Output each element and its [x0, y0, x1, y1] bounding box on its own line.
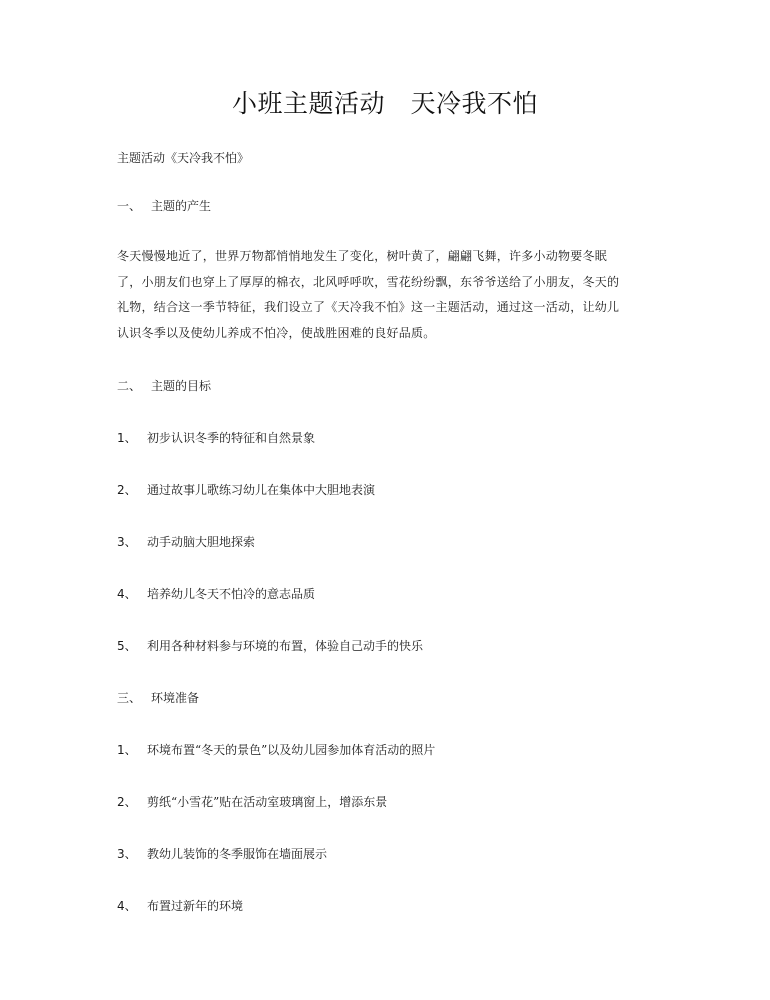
- item-number: 2、: [117, 795, 137, 809]
- env-item-3: [117, 846, 327, 862]
- paragraph-line: 冬天慢慢地近了，世界万物都悄悄地发生了变化，树叶黄了，翩翩飞舞，许多小动物要冬眠: [117, 249, 608, 263]
- paragraph-line: 认识冬季以及使幼儿养成不怕冷，使战胜困难的良好品质。: [117, 325, 436, 340]
- item-text: 利用各种材料参与环境的布置，体验自己动手的快乐: [147, 639, 424, 653]
- intro-paragraph: [117, 244, 653, 346]
- env-item-1: [117, 742, 435, 758]
- item-number: 1、: [117, 743, 137, 757]
- item-number: 4、: [117, 587, 137, 601]
- section-title: 主题的产生: [151, 199, 212, 213]
- item-number: 1、: [117, 431, 137, 445]
- goal-item-3: [117, 534, 255, 550]
- section-number: 二、: [117, 379, 142, 393]
- item-text: 布置过新年的环境: [147, 899, 244, 913]
- item-text: 环境布置“冬天的景色”以及幼儿园参加体育活动的照片: [147, 743, 436, 757]
- document-title: 小班主题活动 天冷我不怕: [231, 89, 538, 118]
- item-number: 3、: [117, 847, 137, 861]
- item-number: 2、: [117, 483, 137, 497]
- item-text: 教幼儿装饰的冬季服饰在墙面展示: [147, 847, 328, 861]
- item-number: 3、: [117, 535, 137, 549]
- section-number: 三、: [117, 691, 142, 705]
- item-text: 动手动脑大胆地探索: [147, 535, 256, 549]
- section-heading-1: [117, 198, 211, 214]
- item-text: 通过故事儿歌练习幼儿在集体中大胆地表演: [147, 483, 376, 497]
- item-number: 4、: [117, 899, 137, 913]
- item-number: 5、: [117, 639, 137, 653]
- item-text: 培养幼儿冬天不怕冷的意志品质: [147, 587, 316, 601]
- goal-item-1: [117, 430, 315, 446]
- document-subtitle: 主题活动《天冷我不怕》: [117, 151, 250, 165]
- item-text: 剪纸“小雪花”贴在活动室玻璃窗上，增添东景: [147, 795, 388, 809]
- section-number: 一、: [117, 199, 142, 213]
- env-item-2: [117, 794, 387, 810]
- env-item-4: [117, 898, 243, 914]
- item-text: 初步认识冬季的特征和自然景象: [147, 431, 316, 445]
- paragraph-line: 礼物，结合这一季节特征，我们设立了《天冷我不怕》这一主题活动，通过这一活动，让幼儿: [117, 300, 620, 314]
- section-title: 环境准备: [151, 691, 200, 705]
- section-title: 主题的目标: [151, 379, 212, 393]
- section-heading-2: [117, 378, 211, 394]
- section-heading-3: [117, 690, 199, 706]
- goal-item-2: [117, 482, 375, 498]
- paragraph-line: 了，小朋友们也穿上了厚厚的棉衣，北风呼呼吹，雪花纷纷飘，东爷爷送给了小朋友，冬天的: [117, 274, 620, 289]
- goal-item-4: [117, 586, 315, 602]
- goal-item-5: [117, 638, 423, 654]
